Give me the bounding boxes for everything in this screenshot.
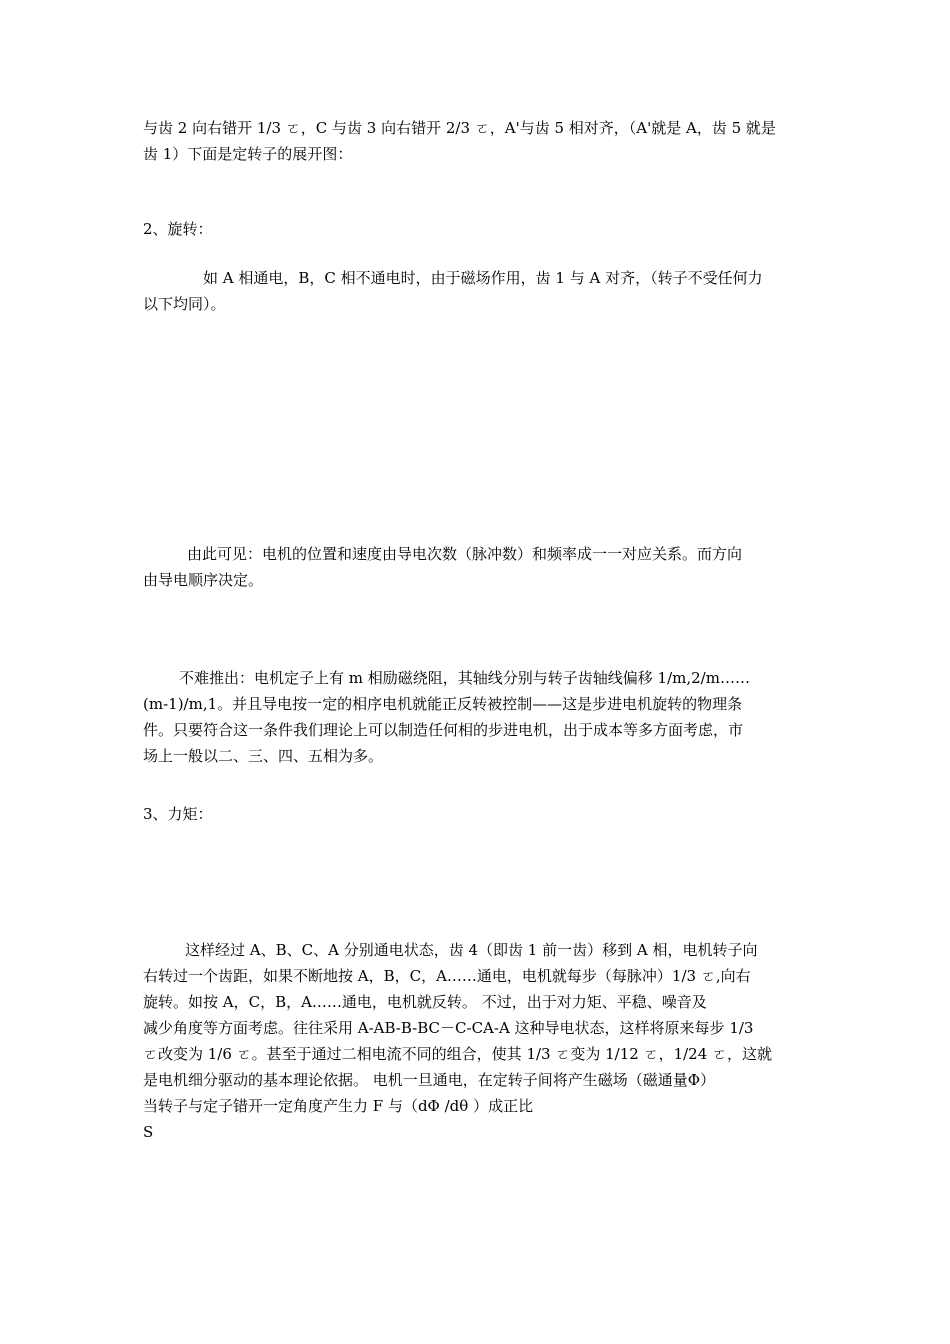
section-heading-rotation (143, 216, 807, 242)
text-line: 右转过一个齿距，如果不断地按 A，B，C，A……通电，电机就每步（每脉冲）1/3 ㄛ,向右 (143, 967, 751, 985)
paragraph-derivation (143, 665, 807, 769)
text-line: 如 A 相通电，B，C 相不通电时，由于磁场作用，齿 1 与 A 对齐，（转子不受任何力 (203, 269, 763, 287)
text-line: 由此可见：电机的位置和速度由导电次数（脉冲数）和频率成一一对应关系。而方向 (187, 545, 743, 563)
text-line: 由导电顺序决定。 (143, 571, 264, 589)
text-line: 旋转。如按 A，C，B，A……通电，电机就反转。 不过，出于对力矩、平稳、噪音及 (143, 993, 707, 1011)
paragraph-tooth-offset (143, 115, 807, 167)
text-line: 场上一般以二、三、四、五相为多。 (143, 747, 384, 765)
text-line: 这样经过 A、B、C、A 分别通电状态，齿 4（即齿 1 前一齿）移到 A 相，电机转子向 (185, 941, 758, 959)
text-line: 齿 1）下面是定转子的展开图： (143, 145, 353, 163)
text-line: 件。只要符合这一条件我们理论上可以制造任何相的步进电机，出于成本等多方面考虑，市 (143, 721, 744, 739)
text-line: 以下均同）。 (143, 295, 226, 313)
text-line: 与齿 2 向右错开 1/3 ㄛ，C 与齿 3 向右错开 2/3 ㄛ，A'与齿 5 相对齐，（A'就是 A，齿 5 就是 (143, 119, 776, 137)
text-line: 当转子与定子错开一定角度产生力 F 与（dΦ /dθ ）成正比 (143, 1097, 534, 1115)
text-line: (m-1)/m,1。并且导电按一定的相序电机就能正反转被控制——这是步进电机旋转的物理条 (143, 695, 743, 713)
text-line: 是电机细分驱动的基本理论依据。 电机一旦通电，在定转子间将产生磁场（磁通量Φ） (143, 1071, 716, 1089)
text-line: 不难推出：电机定子上有 m 相励磁绕阻，其轴线分别与转子齿轴线偏移 1/m,2/m…… (179, 669, 750, 687)
paragraph-conclusion (143, 541, 807, 593)
text-line: S (143, 1123, 154, 1141)
section-heading: 2、旋转： (143, 220, 213, 238)
text-line: 减少角度等方面考虑。往往采用 A-AB-B-BC－C-CA-A 这种导电状态，这样将原来每步 1/3 (143, 1019, 754, 1037)
paragraph-phase-a (143, 265, 807, 317)
section-heading: 3、力矩： (143, 805, 213, 823)
text-line: ㄛ改变为 1/6 ㄛ。甚至于通过二相电流不同的组合，使其 1/3 ㄛ变为 1/12 ㄛ，1/24 ㄛ，这就 (143, 1045, 773, 1063)
section-heading-torque (143, 801, 807, 827)
paragraph-stepping (143, 937, 807, 1145)
